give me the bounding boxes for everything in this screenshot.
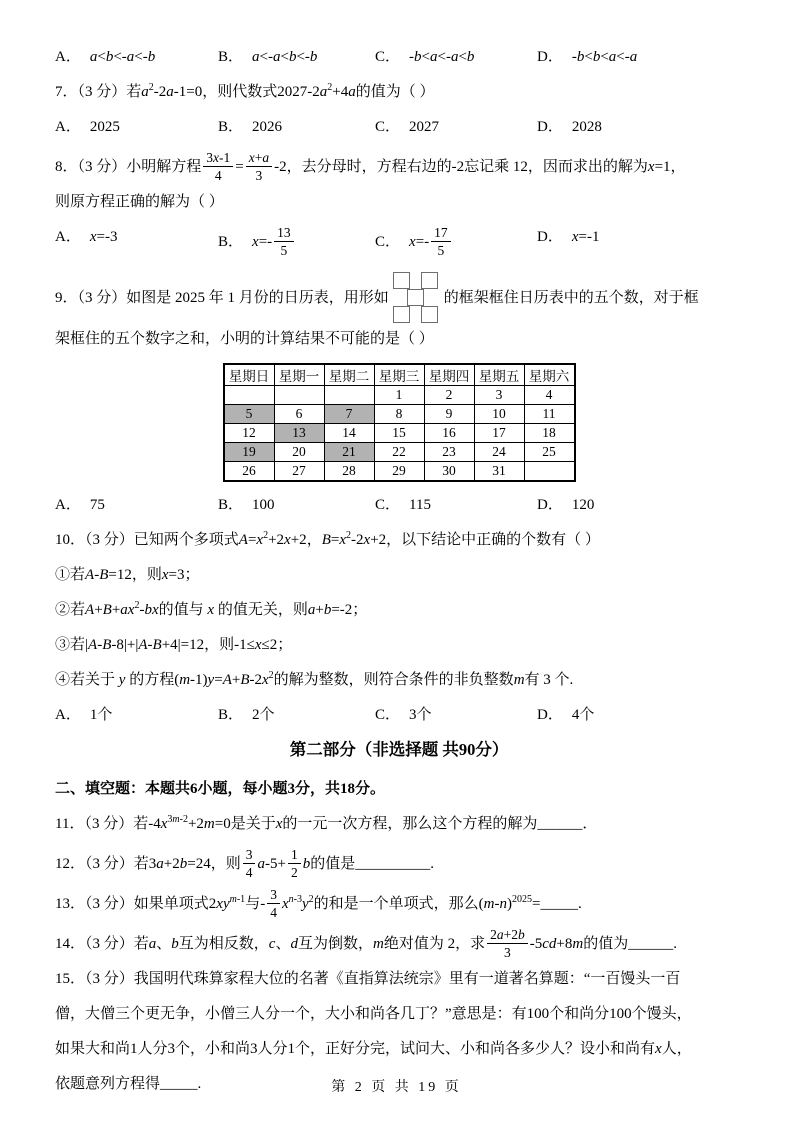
fraction (274, 225, 294, 258)
math-text: - (260, 895, 266, 912)
q10-item-4 (55, 669, 743, 691)
math-text: y (301, 895, 309, 912)
calendar-day-cell: 1 (374, 386, 424, 405)
math-text: b (171, 935, 179, 952)
calendar-row (224, 386, 575, 405)
calendar-day-cell (224, 386, 275, 405)
text: 的一元一次方程，那么这个方程的解为______． (282, 816, 598, 832)
fraction-denominator: 3 (255, 168, 263, 183)
option-label: A． (55, 49, 81, 65)
math-text: A=x (238, 532, 264, 548)
math-text: -4x (148, 816, 168, 832)
math-text: x=-1 (571, 229, 600, 245)
calendar-day-cell: 18 (524, 424, 575, 443)
fraction-numerator: 17 (431, 225, 451, 242)
text: 的值为______. (583, 935, 677, 952)
text: 7．（3 分）若 (55, 84, 142, 100)
superscript: 3m-2 (167, 814, 188, 825)
text: 人， (661, 1041, 692, 1057)
q10-options (55, 704, 743, 726)
calendar-day-cell: 27 (274, 462, 324, 482)
math-text: (m-1)y=A+B-2x (174, 672, 269, 688)
q6-options-A (55, 46, 218, 68)
text: 有 3 个. (524, 672, 574, 688)
calendar-day-cell: 2 (424, 386, 474, 405)
text: 1个 (89, 707, 113, 723)
text: ，以下结论中正确的个数有（ ） (386, 532, 600, 548)
part2-header (55, 739, 743, 761)
option-label: C． (375, 49, 401, 65)
fraction-numerator: x+a (246, 150, 272, 167)
text: ，则 (210, 855, 241, 872)
math-text: a<b<-a<-b (89, 49, 156, 65)
calendar-day-cell: 12 (224, 424, 275, 443)
superscript: 2 (308, 893, 314, 905)
q10-options-A (55, 704, 218, 726)
text: ④若关于 (55, 672, 119, 688)
fraction-denominator: 4 (245, 865, 253, 880)
math-text: x (281, 895, 289, 912)
q10-item-1 (55, 564, 743, 586)
math-text: y (118, 672, 126, 688)
calendar-row (224, 405, 575, 424)
fraction-numerator: 3 (243, 847, 256, 864)
text: 的框架框住日历表中的五个数，对于框 (443, 289, 699, 306)
text: 2026 (252, 119, 283, 135)
math-text: x=- (252, 233, 273, 250)
calendar-day-cell: 10 (474, 405, 524, 424)
math-text: -2 (451, 158, 465, 175)
superscript: 2 (134, 600, 140, 611)
text: 8．（3 分）小明解方程 (55, 158, 202, 175)
text: ，则 (204, 637, 235, 653)
fraction-numerator: 3x-1 (203, 150, 233, 167)
option-label: C． (375, 233, 401, 250)
text: ，则 (131, 567, 162, 583)
text: 2028 (571, 119, 602, 135)
text: ； (184, 567, 200, 583)
option-label: D． (537, 229, 563, 245)
math-text: x=3 (161, 567, 185, 583)
math-text: b (302, 855, 311, 872)
q6-options-C (375, 46, 537, 68)
text: 120 (571, 497, 595, 513)
superscript: n-3 (288, 893, 302, 905)
q10-options-D (537, 704, 743, 726)
section2-title (55, 778, 743, 800)
text: 100 (252, 497, 275, 513)
math-text: x=-3 (89, 229, 118, 245)
superscript: 2 (148, 82, 154, 93)
calendar-day-cell: 9 (424, 405, 474, 424)
text: 是关于 (230, 816, 276, 832)
math-text: -bx (139, 602, 159, 618)
text: ， (670, 158, 686, 175)
calendar-day-cell: 23 (424, 443, 474, 462)
q8-options-C (375, 226, 537, 259)
q8-options (55, 226, 743, 259)
text: ； (277, 637, 293, 653)
text: 4个 (571, 707, 595, 723)
text: 架框住的五个数字之和，小明的计算结果不可能的是（ ） (55, 331, 434, 347)
frame-square (393, 272, 410, 289)
calendar-header-cell: 星期一 (274, 364, 324, 386)
q15-line-2 (55, 1003, 743, 1025)
calendar-day-cell: 31 (474, 462, 524, 482)
option-label: C． (375, 119, 401, 135)
text: 的方程 (125, 672, 175, 688)
text: 115 (409, 497, 431, 513)
text: 互为倒数， (297, 935, 373, 952)
q7-options-B (218, 116, 375, 138)
calendar-day-cell: 4 (524, 386, 575, 405)
page-footer (0, 1076, 793, 1096)
page-number-text: 第 2 页 共 19 页 (331, 1080, 462, 1095)
q9-stem-line-2 (55, 328, 743, 350)
text: 互为相反数， (178, 935, 269, 952)
calendar-day-cell: 26 (224, 462, 275, 482)
fraction-denominator: 4 (214, 168, 222, 183)
q6-options-B (218, 46, 375, 68)
text: ； (352, 602, 368, 618)
text: 忘记乘 12，因而求出的解为 (464, 158, 648, 175)
calendar-header-cell: 星期五 (474, 364, 524, 386)
calendar-day-cell: 20 (274, 443, 324, 462)
superscript: m-1 (229, 893, 246, 905)
q9-options (55, 494, 743, 516)
math-text: -b<b<a<-a (571, 49, 638, 65)
math-text: -1≤x≤2 (234, 637, 278, 653)
text: _____. (540, 895, 582, 912)
q9-options-B (218, 494, 375, 516)
calendar-day-cell: 28 (324, 462, 374, 482)
calendar-day-cell (524, 462, 575, 482)
text: 11．（3 分）若 (55, 816, 149, 832)
option-label: D． (537, 119, 563, 135)
q7-options-D (537, 116, 743, 138)
math-text: +4a (332, 84, 356, 100)
text: 75 (89, 497, 105, 513)
option-label: D． (537, 707, 563, 723)
q10-item-3 (55, 634, 743, 656)
option-label: C． (375, 497, 401, 513)
calendar-row (224, 424, 575, 443)
math-text: B=x (321, 532, 347, 548)
math-text: x=- (409, 233, 430, 250)
superscript: 2 (346, 530, 352, 541)
q15-line-1 (55, 968, 743, 990)
math-text: +2x+2 (268, 532, 307, 548)
math-text: 2027-2a (277, 84, 328, 100)
fraction-denominator: 4 (270, 905, 277, 920)
text: 二、填空题：本题共6小题，每小题3分，共18分。 (55, 781, 386, 797)
math-text: a<-a<b<-b (252, 49, 318, 65)
text: 的值与 (158, 602, 208, 618)
calendar-header-cell: 星期二 (324, 364, 374, 386)
fraction-numerator: 13 (274, 225, 294, 242)
calendar-day-cell: 5 (224, 405, 275, 424)
text: 15．（3 分）我国明代珠算家程大位的名著《直指算法统宗》里有一道著名算题：“一百馒头一百 (55, 971, 681, 987)
q9-options-C (375, 494, 537, 516)
text: 的值是__________. (310, 855, 434, 872)
text: 9．（3 分）如图是 2025 年 1 月份的日历表，用形如 (55, 289, 389, 306)
q8-stem-line-1 (55, 151, 743, 184)
text: 2027 (409, 119, 440, 135)
option-label: A． (55, 119, 81, 135)
text: ， (306, 532, 322, 548)
calendar-header-cell: 星期六 (524, 364, 575, 386)
text: 12．（3 分）若 (55, 855, 149, 872)
frame-square (421, 306, 438, 323)
q15-line-3 (55, 1038, 743, 1060)
math-text: (m-n) (478, 895, 512, 912)
q9-stem-line-1 (55, 272, 743, 325)
option-label: A． (55, 229, 81, 245)
calendar-day-cell (274, 386, 324, 405)
text: 的和是一个单项式，那么 (313, 895, 479, 912)
text: ②若 (55, 602, 86, 618)
math-text: a+b=-2 (307, 602, 353, 618)
q8-options-B (218, 226, 375, 259)
calendar-day-cell: 6 (274, 405, 324, 424)
text: 2个 (252, 707, 275, 723)
math-text: +2m=0 (187, 816, 231, 832)
text: 第二部分（非选择题 共90分） (289, 740, 509, 759)
q9-options-A (55, 494, 218, 516)
calendar-day-cell: 13 (274, 424, 324, 443)
option-label: B． (218, 233, 244, 250)
superscript: 2025 (512, 893, 532, 905)
superscript: 2 (263, 530, 269, 541)
text: 3个 (409, 707, 432, 723)
calendar-row (224, 443, 575, 462)
calendar-day-cell: 22 (374, 443, 424, 462)
math-text: d (290, 935, 298, 952)
math-text: = (532, 895, 541, 912)
text: 与 (245, 895, 261, 912)
math-text: m (373, 935, 384, 952)
text: 僧，大僧三个更无争，小僧三人分一个，大小和尚各几丁？”意思是：有100个和尚分100个馒头， (55, 1006, 692, 1022)
option-label: B． (218, 707, 244, 723)
math-text: a (148, 935, 157, 952)
fraction (267, 887, 280, 920)
fraction (431, 225, 451, 258)
math-text: 2xy (208, 895, 230, 912)
text: 绝对值为 2，求 (383, 935, 486, 952)
q9-options-D (537, 494, 743, 516)
math-text: -b<a<-a<b (409, 49, 475, 65)
text: ，则代数式 (202, 84, 278, 100)
option-label: A． (55, 707, 81, 723)
option-label: D． (537, 49, 563, 65)
option-label: B． (218, 119, 244, 135)
text: 2025 (89, 119, 120, 135)
option-label: A． (55, 497, 81, 513)
q10-options-C (375, 704, 537, 726)
option-label: D． (537, 497, 563, 513)
text: ，去分母时，方程右边的 (286, 158, 452, 175)
calendar-day-cell: 24 (474, 443, 524, 462)
calendar-day-cell: 25 (524, 443, 575, 462)
q10-options-B (218, 704, 375, 726)
q10-stem (55, 529, 743, 551)
text: ③若 (55, 637, 86, 653)
math-text: |A-B-8|+|A-B+4|=12 (85, 637, 205, 653)
math-text: A-B=12 (85, 567, 132, 583)
calendar-header-cell: 星期三 (374, 364, 424, 386)
calendar-day-cell: 14 (324, 424, 374, 443)
text: 14．（3 分）若 (55, 935, 149, 952)
math-text: -5cd+8m (529, 935, 584, 952)
calendar-header-row (224, 364, 575, 386)
math-text: A+B+ax (85, 602, 135, 618)
five-square-frame-icon (393, 272, 440, 325)
fraction (203, 150, 233, 183)
math-text: -2 (274, 158, 287, 175)
calendar-day-cell: 3 (474, 386, 524, 405)
calendar-day-cell: 11 (524, 405, 575, 424)
calendar-day-cell: 21 (324, 443, 374, 462)
superscript: 2 (327, 82, 333, 93)
calendar-header-cell: 星期日 (224, 364, 275, 386)
q7-options-C (375, 116, 537, 138)
math-text: x=1 (647, 158, 671, 175)
fraction (246, 150, 272, 183)
fraction-denominator: 5 (437, 243, 445, 258)
q11 (55, 813, 743, 835)
math-text: m (513, 672, 525, 688)
superscript: 2 (268, 670, 274, 681)
q14 (55, 928, 743, 961)
fraction-denominator: 5 (280, 243, 288, 258)
calendar-day-cell: 7 (324, 405, 374, 424)
calendar-row (224, 462, 575, 482)
q6-options (55, 46, 743, 68)
calendar-header-cell: 星期四 (424, 364, 474, 386)
calendar-day-cell: 29 (374, 462, 424, 482)
text: 如果大和尚1人分3个，小和尚3人分1个，正好分完，试问大、小和尚各多少人？设小和尚有 (55, 1041, 656, 1057)
text: 则原方程正确的解为（ ） (55, 194, 224, 210)
fraction-denominator: 2 (290, 865, 298, 880)
math-text: c (268, 935, 276, 952)
calendar-day-cell: 15 (374, 424, 424, 443)
text: 的解为整数，则符合条件的非负整数 (273, 672, 514, 688)
calendar-day-cell: 8 (374, 405, 424, 424)
q8-stem-line-2 (55, 191, 743, 213)
math-text: x (207, 602, 215, 618)
text: ①若 (55, 567, 86, 583)
calendar-table (223, 363, 576, 482)
calendar-day-cell (324, 386, 374, 405)
math-text: x (655, 1041, 662, 1057)
option-label: B． (218, 49, 244, 65)
frame-square (421, 272, 438, 289)
q12 (55, 848, 743, 881)
text: 13．（3 分）如果单项式 (55, 895, 209, 912)
text: 、 (156, 935, 172, 952)
q6-options-D (537, 46, 743, 68)
math-text: -2a-1=0 (153, 84, 203, 100)
calendar-day-cell: 16 (424, 424, 474, 443)
option-label: B． (218, 497, 244, 513)
q13 (55, 888, 743, 921)
math-text: -2x+2 (351, 532, 387, 548)
text: 10．（3 分）已知两个多项式 (55, 532, 239, 548)
q7-options (55, 116, 743, 138)
fraction (487, 927, 528, 960)
fraction-numerator: 3 (267, 887, 280, 904)
text: 的值无关，则 (214, 602, 308, 618)
frame-square (407, 289, 424, 306)
fraction (243, 847, 256, 880)
math-text: x (275, 816, 283, 832)
q8-options-A (55, 226, 218, 259)
math-text: a-5+ (257, 855, 286, 872)
text: 的值为（ ） (355, 84, 435, 100)
q8-options-D (537, 226, 743, 259)
text: 、 (275, 935, 291, 952)
math-text: = (235, 158, 244, 175)
q7-stem (55, 81, 743, 103)
q10-item-2 (55, 599, 743, 621)
calendar-day-cell: 17 (474, 424, 524, 443)
text: 依题意列方程得_____. (55, 1076, 202, 1092)
frame-square (393, 306, 410, 323)
option-label: C． (375, 707, 401, 723)
calendar-day-cell: 30 (424, 462, 474, 482)
fraction-numerator: 1 (288, 847, 301, 864)
fraction-numerator: 2a+2b (487, 927, 528, 944)
math-text: a (141, 84, 149, 100)
fraction (288, 847, 301, 880)
fraction-denominator: 3 (504, 945, 511, 960)
q7-options-A (55, 116, 218, 138)
math-text: 3a+2b=24 (148, 855, 211, 872)
calendar-day-cell: 19 (224, 443, 275, 462)
